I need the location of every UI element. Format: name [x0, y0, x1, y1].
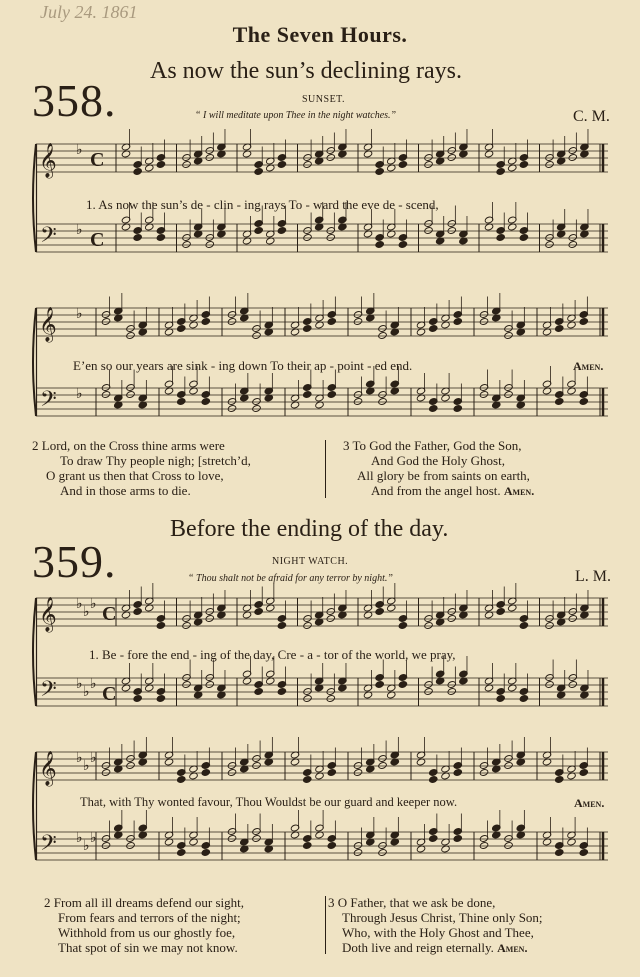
meter: L. M. [575, 568, 611, 585]
svg-text:𝄢: 𝄢 [40, 831, 57, 861]
svg-text:♭: ♭ [90, 596, 97, 612]
svg-text:♭: ♭ [76, 596, 83, 612]
hymn-number: 359. [32, 536, 117, 587]
svg-text:C: C [102, 603, 117, 625]
amen-label: Amen. [574, 796, 605, 810]
tune-name: SUNSET. [302, 94, 346, 105]
lyrics-line: 1. As now the sun’s de - clin - ing rays To - ward the eve de - scend, [86, 197, 439, 212]
svg-text:♭: ♭ [76, 830, 83, 846]
svg-text:C: C [90, 229, 105, 251]
svg-text:♭: ♭ [83, 684, 90, 700]
music-system [36, 744, 608, 884]
svg-text:♭: ♭ [83, 604, 90, 620]
margin-note: July 24. 1861 [40, 2, 138, 22]
svg-text:♭: ♭ [76, 142, 83, 158]
lyrics-line: 1. Be - fore the end - ing of the day, Cre - a - tor of the world, we pray, [89, 647, 456, 662]
hymn-title: Before the ending of the day. [170, 516, 449, 542]
svg-text:C: C [102, 683, 117, 705]
verse-divider [325, 896, 326, 954]
verse-block: 2 Lord, on the Cross thine arms were To draw Thy people nigh; [stretch’d, O grant us then that Cross to love, And in those arms to die. [32, 438, 251, 498]
verse-block: 3 To God the Father, God the Son, And God the Holy Ghost, All glory be from saints on earth, And from the angel host. Amen. [343, 438, 535, 498]
svg-text:♭: ♭ [76, 306, 83, 322]
amen-label: Amen. [573, 359, 604, 373]
svg-text:𝄞: 𝄞 [39, 143, 57, 178]
svg-text:C: C [90, 149, 105, 171]
svg-text:𝄢: 𝄢 [40, 677, 57, 707]
svg-text:♭: ♭ [90, 676, 97, 692]
hymn-title: As now the sun’s declining rays. [150, 58, 462, 84]
page-header: The Seven Hours. [232, 22, 408, 47]
amen-label: Amen. [497, 941, 528, 955]
amen-label: Amen. [503, 484, 535, 498]
svg-text:♭: ♭ [83, 758, 90, 774]
svg-text:♭: ♭ [76, 750, 83, 766]
lyrics-line: E’en so our years are sink - ing down To their ap - point - ed end. [73, 358, 413, 373]
tune-name: NIGHT WATCH. [272, 556, 349, 567]
svg-text:𝄢: 𝄢 [40, 223, 57, 253]
verse-divider [325, 440, 326, 498]
lyrics-line: That, with Thy wonted favour, Thou Wouldst be our guard and keeper now. [80, 795, 458, 809]
scripture-quote: “ Thou shalt not be afraid for any terror by night.” [188, 573, 393, 584]
scripture-quote: “ I will meditate upon Thee in the night watches.” [195, 110, 397, 121]
verse-block: 3 O Father, that we ask be done, Through Jesus Christ, Thine only Son; Who, with the Holy Ghost and Thee, Doth live and reign eternally. Amen. [328, 895, 543, 955]
hymn-number: 358. [32, 75, 117, 126]
svg-text:♭: ♭ [76, 386, 83, 402]
svg-text:♭: ♭ [90, 750, 97, 766]
svg-text:𝄞: 𝄞 [39, 751, 57, 786]
svg-text:𝄢: 𝄢 [40, 387, 57, 417]
svg-text:𝄞: 𝄞 [39, 597, 57, 632]
verse-block: 2 From all ill dreams defend our sight, From fears and terrors of the night; Withhold from us our ghostly foe, That spot of sin we may not know. [44, 895, 245, 955]
meter: C. M. [573, 108, 610, 125]
svg-text:♭: ♭ [90, 830, 97, 846]
svg-text:♭: ♭ [83, 838, 90, 854]
svg-text:♭: ♭ [76, 676, 83, 692]
svg-text:𝄞: 𝄞 [39, 307, 57, 342]
svg-text:♭: ♭ [76, 222, 83, 238]
